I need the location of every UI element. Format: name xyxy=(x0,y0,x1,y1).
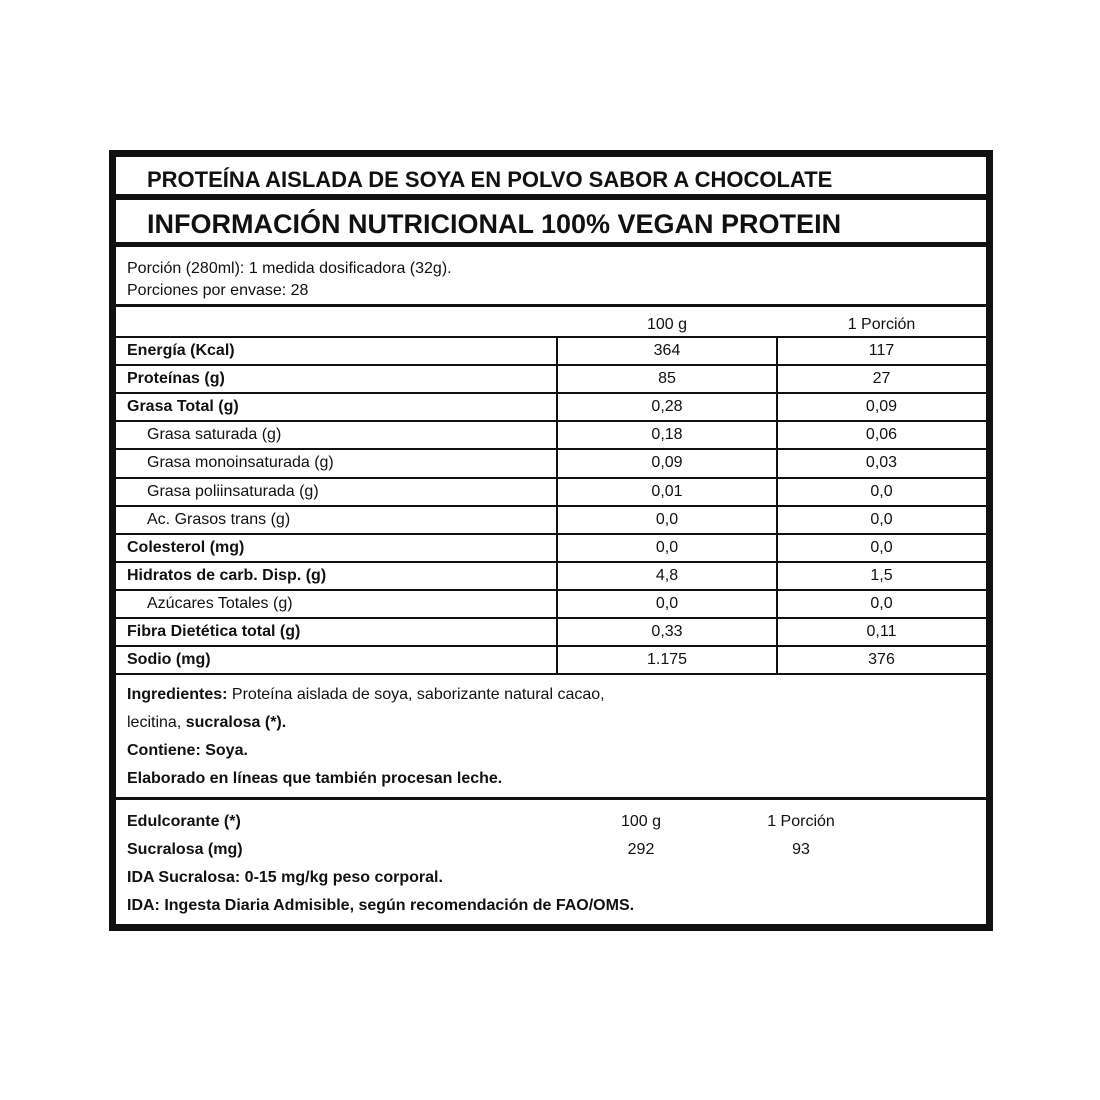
sucralose-100g: 292 xyxy=(627,841,655,858)
servings-per-container: Porciones por envase: 28 xyxy=(127,282,309,299)
row-divider xyxy=(116,392,986,394)
ingredients-heading: Ingredientes: xyxy=(127,686,228,703)
nutrient-value-portion: 0,11 xyxy=(866,623,897,640)
nutrition-label xyxy=(109,150,993,931)
nutrient-value-portion: 27 xyxy=(872,370,891,388)
sucralose-label: Sucralosa (mg) xyxy=(127,841,243,858)
nutrient-value-100g: 0,09 xyxy=(651,454,683,472)
row-divider xyxy=(116,364,986,366)
nutrient-value-portion: 0,06 xyxy=(865,426,898,444)
nutrient-label: Azúcares Totales (g) xyxy=(147,594,293,612)
nutrient-value-100g: 0,01 xyxy=(651,482,683,500)
nutrient-label: Grasa Total (g) xyxy=(127,398,239,416)
section-title: INFORMACIÓN NUTRICIONAL 100% VEGAN PROTEIN xyxy=(147,209,842,239)
nutrient-label: Grasa monoinsaturada (g) xyxy=(147,454,334,472)
nutrient-value-portion: 0,0 xyxy=(870,594,893,612)
nutrient-value-100g: 0,0 xyxy=(655,594,679,612)
sweetener-heading: Edulcorante (*) xyxy=(127,813,241,830)
nutrient-value-100g: 0,0 xyxy=(655,538,679,556)
nutrient-value-100g: 0,28 xyxy=(651,398,683,416)
nutrient-value-portion: 117 xyxy=(868,342,895,359)
ida-sucralose: IDA Sucralosa: 0-15 mg/kg peso corporal. xyxy=(127,869,443,886)
nutrient-value-100g: 0,33 xyxy=(651,623,683,640)
nutrient-value-portion: 0,0 xyxy=(870,538,893,556)
allergen-contains: Contiene: Soya. xyxy=(127,742,248,759)
nutrient-value-portion: 0,0 xyxy=(870,510,893,528)
row-divider xyxy=(116,561,986,563)
nutrient-value-portion: 0,03 xyxy=(865,454,898,472)
row-divider xyxy=(116,673,986,675)
serving-divider xyxy=(116,304,986,307)
ingredients-text-2: lecitina, xyxy=(127,714,186,731)
nutrient-label: Sodio (mg) xyxy=(127,651,211,669)
row-divider xyxy=(116,420,986,422)
row-divider xyxy=(116,533,986,535)
nutrient-value-100g: 4,8 xyxy=(655,566,679,584)
nutrient-label: Fibra Dietética total (g) xyxy=(127,623,301,640)
serving-size: Porción (280ml): 1 medida dosificadora (32g). xyxy=(127,260,452,277)
nutrient-value-100g: 0,0 xyxy=(655,510,679,528)
nutrient-value-portion: 0,09 xyxy=(865,398,898,416)
nutrient-label: Proteínas (g) xyxy=(127,370,225,388)
nutrient-value-portion: 0,0 xyxy=(870,482,893,500)
column-divider-1 xyxy=(556,337,558,674)
sweetener-col-portion: 1 Porción xyxy=(767,813,835,830)
ida-note: IDA: Ingesta Diaria Admisible, según recomendación de FAO/OMS. xyxy=(127,897,635,914)
ingredients-divider xyxy=(116,797,986,800)
allergen-processed: Elaborado en líneas que también procesan leche. xyxy=(127,770,503,787)
nutrient-value-100g: 364 xyxy=(653,342,681,359)
row-divider xyxy=(116,505,986,507)
nutrient-label: Hidratos de carb. Disp. (g) xyxy=(127,566,327,584)
ingredients-line-1 xyxy=(127,685,605,705)
column-header-100g: 100 g xyxy=(646,316,688,333)
nutrient-label: Grasa poliinsaturada (g) xyxy=(147,482,319,500)
title-divider xyxy=(116,194,986,200)
nutrient-value-100g: 85 xyxy=(658,370,676,388)
ingredients-text-1: Proteína aislada de soya, saborizante natural cacao, xyxy=(227,686,605,703)
ingredients-sweetener: sucralosa (*). xyxy=(185,714,287,731)
ingredients-line-2 xyxy=(127,713,286,733)
row-divider xyxy=(116,589,986,591)
column-header-portion: 1 Porción xyxy=(847,316,916,333)
nutrient-value-portion: 1,5 xyxy=(870,566,893,584)
nutrient-label: Colesterol (mg) xyxy=(127,538,245,556)
nutrient-value-100g: 0,18 xyxy=(651,426,683,444)
nutrient-label: Grasa saturada (g) xyxy=(147,426,282,444)
row-divider xyxy=(116,645,986,647)
row-divider xyxy=(116,477,986,479)
section-divider xyxy=(116,242,986,247)
sweetener-col-100g: 100 g xyxy=(620,813,662,830)
column-divider-2 xyxy=(776,337,778,674)
row-divider xyxy=(116,617,986,619)
sucralose-portion: 93 xyxy=(792,841,810,858)
row-divider xyxy=(116,448,986,450)
nutrient-label: Energía (Kcal) xyxy=(127,342,235,359)
nutrient-value-portion: 376 xyxy=(868,651,895,669)
product-title: PROTEÍNA AISLADA DE SOYA EN POLVO SABOR A CHOCOLATE xyxy=(147,167,833,192)
table-top-line xyxy=(116,336,986,338)
nutrient-label: Ac. Grasos trans (g) xyxy=(147,510,291,528)
nutrient-value-100g: 1.175 xyxy=(646,651,688,669)
